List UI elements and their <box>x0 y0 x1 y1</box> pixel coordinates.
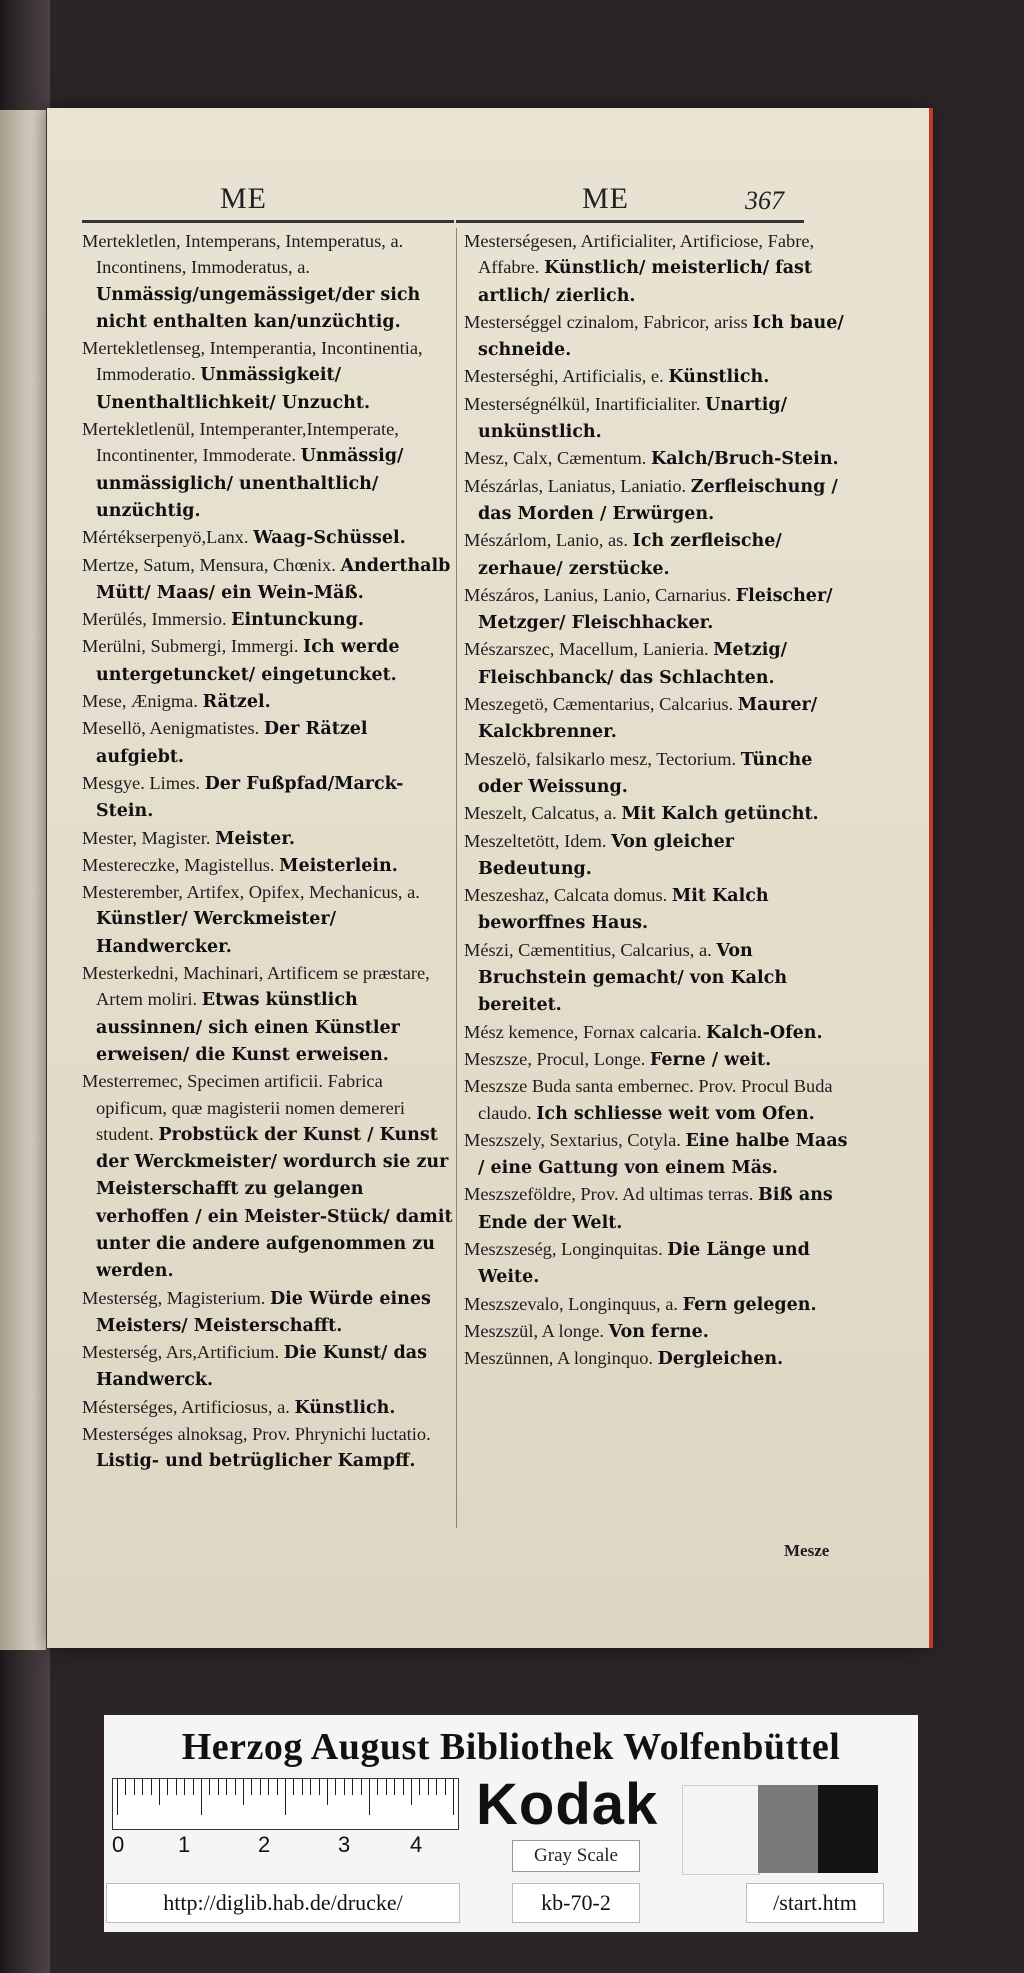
ruler-tick <box>243 1779 244 1805</box>
entry-german: Die Würde eines Meisters/ Meisterschafft. <box>96 1288 431 1336</box>
entry-german: Ich zerfleische/ zerhaue/ zerstücke. <box>478 531 782 579</box>
ruler-tick <box>327 1779 328 1805</box>
entry-german: Metzig/ Fleischbanck/ das Schlachten. <box>478 640 787 688</box>
ruler-tick <box>184 1779 185 1795</box>
ruler-tick <box>361 1779 362 1795</box>
ruler-number: 2 <box>258 1832 271 1857</box>
entry-latin: Mértékserpenyö,Lanx. <box>82 527 249 548</box>
dictionary-entry <box>82 335 454 416</box>
entry-german: Mit Kalch beworffnes Haus. <box>478 886 769 934</box>
entry-latin: Meszegetö, Cæmentarius, Calcarius. <box>464 694 734 715</box>
url-segment-1: http://diglib.hab.de/drucke/ <box>106 1883 460 1923</box>
entry-german: Ich schliesse weit vom Ofen. <box>536 1103 815 1124</box>
black-swatch <box>818 1785 878 1873</box>
ruler-tick <box>226 1779 227 1795</box>
entry-german: Meisterlein. <box>279 855 398 876</box>
ruler-tick <box>310 1779 311 1795</box>
entry-german: Von ferne. <box>608 1321 709 1342</box>
dictionary-entry <box>464 882 848 937</box>
dictionary-entry <box>82 1339 454 1394</box>
dictionary-entry <box>464 473 848 528</box>
ruler-tick <box>218 1779 219 1795</box>
dictionary-entry <box>464 1046 848 1073</box>
entry-german: Künstlich. <box>668 367 770 388</box>
running-head-left: ME <box>220 182 267 215</box>
entry-german: Kalch-Ofen. <box>706 1022 823 1043</box>
ruler-tick <box>235 1779 236 1795</box>
entry-german: Ich werde untergetuncket/ eingetuncket. <box>96 637 400 685</box>
entry-german: Künstler/ Werckmeister/ Handwercker. <box>96 909 337 957</box>
entry-latin: Mesterséghi, Artificialis, e. <box>464 366 664 387</box>
entry-latin: Meszelt, Calcatus, a. <box>464 803 617 824</box>
entry-latin: Mészi, Cæmentitius, Calcarius, a. <box>464 939 712 960</box>
entry-german: Dergleichen. <box>657 1349 784 1370</box>
dictionary-entry <box>82 1068 454 1284</box>
entry-latin: Mesterségesen, Artificialiter, Artificiose, Fabre, Affabre. <box>464 231 815 278</box>
column-divider <box>456 228 457 1528</box>
ruler-tick <box>445 1779 446 1795</box>
ruler-tick <box>344 1779 345 1795</box>
ruler-tick <box>436 1779 437 1795</box>
dictionary-entry <box>464 937 848 1019</box>
entry-german: Die Länge und Weite. <box>478 1239 810 1288</box>
running-head-right: ME <box>582 182 629 215</box>
entry-latin: Mertekletlenül, Intemperanter,Intemperate, Incontinenter, Immoderate. <box>82 419 399 466</box>
url-segment-3: /start.htm <box>746 1883 884 1923</box>
entry-latin: Merülni, Submergi, Immergi. <box>82 636 299 657</box>
entry-german: Maurer/ Kalckbrenner. <box>478 695 818 743</box>
entry-latin: Mészarszec, Macellum, Lanieria. <box>464 639 709 660</box>
entry-latin: Meszsze, Procul, Longe. <box>464 1048 646 1069</box>
gray-swatch <box>758 1785 818 1873</box>
entry-german: Waag-Schüssel. <box>253 528 406 549</box>
entry-german: Probstück der Kunst / Kunst der Werckmeister/ wordurch sie zur Meisterschafft zu gelangen verhoffen / ein Meister-Stück/ damit unter die andere aufgenommen zu werden. <box>96 1124 453 1282</box>
ruler-tick <box>453 1779 454 1815</box>
right-dictionary-column <box>464 228 848 1372</box>
ruler-tick <box>377 1779 378 1795</box>
dictionary-entry <box>464 445 848 472</box>
entry-latin: Mesz, Calx, Cæmentum. <box>464 448 647 469</box>
ruler-tick <box>335 1779 336 1795</box>
entry-german: Listig- und betrüglicher Kampff. <box>96 1451 416 1472</box>
measurement-ruler <box>112 1778 459 1830</box>
entry-latin: Mészárlom, Lanio, as. <box>464 530 628 551</box>
entry-german: Der Fußpfad/Marck-Stein. <box>96 773 404 822</box>
entry-latin: Mesterséggel czinalom, Fabricor, ariss <box>464 311 748 332</box>
entry-german: Unmässigkeit/ Unenthaltlichkeit/ Unzucht. <box>96 365 371 413</box>
entry-latin: Meszszeföldre, Prov. Ad ultimas terras. <box>464 1184 754 1205</box>
left-dictionary-column <box>82 228 454 1475</box>
dictionary-entry <box>82 228 454 335</box>
white-swatch <box>682 1785 760 1875</box>
dictionary-entry <box>464 391 848 446</box>
entry-latin: Mertze, Satum, Mensura, Chœnix. <box>82 554 336 575</box>
entry-latin: Meszeshaz, Calcata domus. <box>464 885 668 906</box>
library-target-card <box>104 1715 918 1932</box>
ruler-tick <box>411 1779 412 1805</box>
entry-latin: Meszelö, falsikarlo mesz, Tectorium. <box>464 748 737 769</box>
entry-german: Der Rätzel aufgiebt. <box>96 719 368 767</box>
ruler-tick <box>277 1779 278 1795</box>
dictionary-entry <box>464 527 848 582</box>
entry-latin: Meszszely, Sextarius, Cotyla. <box>464 1129 681 1150</box>
dictionary-entry <box>82 770 454 825</box>
ruler-tick <box>201 1779 202 1815</box>
ruler-tick <box>167 1779 168 1795</box>
entry-german: Etwas künstlich aussinnen/ sich einen Künstler erweisen/ die Kunst erweisen. <box>96 990 400 1065</box>
entry-latin: Mészárlas, Laniatus, Laniatio. <box>464 475 687 496</box>
entry-latin: Mese, Ænigma. <box>82 691 198 712</box>
dictionary-entry <box>82 960 454 1068</box>
entry-latin: Mészáros, Lanius, Lanio, Carnarius. <box>464 584 732 605</box>
dictionary-entry <box>82 852 454 879</box>
entry-german: Kalch/Bruch-Stein. <box>650 449 839 470</box>
ruler-tick <box>394 1779 395 1795</box>
ruler-tick <box>428 1779 429 1795</box>
entry-latin: Mesellö, Aenigmatistes. <box>82 718 260 739</box>
ruler-tick <box>260 1779 261 1795</box>
kodak-logo: Kodak <box>476 1772 659 1837</box>
ruler-tick <box>293 1779 294 1795</box>
dictionary-entry <box>82 715 454 770</box>
ruler-tick <box>193 1779 194 1795</box>
entry-latin: Mesterségnélkül, Inartificialiter. <box>464 393 701 414</box>
dictionary-entry <box>82 552 454 607</box>
entry-latin: Mesterember, Artifex, Opifex, Mechanicus, a. <box>82 882 420 903</box>
dictionary-entry <box>464 828 848 883</box>
ruler-tick <box>176 1779 177 1795</box>
ruler-tick <box>419 1779 420 1795</box>
ruler-tick <box>302 1779 303 1795</box>
entry-german: Tünche oder Weissung. <box>478 749 813 797</box>
entry-german: Mit Kalch getüncht. <box>621 804 819 825</box>
entry-latin: Meszünnen, A longinquo. <box>464 1348 654 1369</box>
ruler-tick <box>403 1779 404 1795</box>
dictionary-entry <box>82 416 454 524</box>
dictionary-entry <box>464 800 848 827</box>
dictionary-entry <box>464 1345 848 1372</box>
entry-german: Von gleicher Bedeutung. <box>478 831 734 879</box>
entry-latin: Mesgye. Limes. <box>82 772 200 793</box>
entry-latin: Meszszeség, Longinquitas. <box>464 1238 663 1259</box>
gray-scale-label: Gray Scale <box>512 1840 640 1872</box>
entry-german: Zerfleischung / das Morden / Erwürgen. <box>478 476 838 524</box>
entry-german: Künstlich/ meisterlich/ fast artlich/ zierlich. <box>478 258 812 306</box>
page-number: 367 <box>745 186 784 215</box>
ruler-number: 4 <box>410 1832 423 1857</box>
catchword: Mesze <box>784 1541 830 1560</box>
entry-german: Eine halbe Maas / eine Gattung von einem Mäs. <box>478 1130 848 1179</box>
ruler-tick <box>117 1779 118 1815</box>
ruler-tick <box>159 1779 160 1805</box>
entry-latin: Mesterséges alnoksag, Prov. Phrynichi luctatio. <box>82 1424 431 1445</box>
entry-latin: Meszszül, A longe. <box>464 1320 604 1341</box>
entry-german: Meister. <box>215 828 296 849</box>
dictionary-entry <box>464 1181 848 1236</box>
entry-german: Von Bruchstein gemacht/ von Kalch bereitet. <box>478 940 788 1016</box>
entry-latin: Mesterség, Ars,Artificium. <box>82 1342 280 1363</box>
dictionary-entry <box>82 524 454 551</box>
adjacent-page-edge <box>0 110 46 1650</box>
entry-latin: Mesterkedni, Machinari, Artificem se præstare, Artem moliri. <box>82 963 430 1010</box>
entry-german: Biß ans Ende der Welt. <box>478 1185 833 1233</box>
entry-german: Künstlich. <box>294 1397 396 1418</box>
entry-latin: Mester, Magister. <box>82 827 211 848</box>
entry-german: Ferne / weit. <box>649 1049 772 1070</box>
ruler-tick <box>142 1779 143 1795</box>
entry-latin: Mertekletlen, Intemperans, Intemperatus, a. Incontinens, Immoderatus, a. <box>82 231 404 278</box>
entry-latin: Mész kemence, Fornax calcaria. <box>464 1021 702 1042</box>
ruler-tick <box>386 1779 387 1795</box>
dictionary-entry <box>464 1073 848 1127</box>
url-segment-2: kb-70-2 <box>512 1883 640 1923</box>
dictionary-entry <box>464 691 848 746</box>
ruler-tick <box>125 1779 126 1795</box>
dictionary-entry <box>82 825 454 852</box>
ruler-number: 1 <box>178 1832 191 1857</box>
ruler-tick <box>369 1779 370 1815</box>
dictionary-entry <box>464 746 848 801</box>
entry-german: Fern gelegen. <box>682 1294 817 1315</box>
ruler-number: 3 <box>338 1832 351 1857</box>
ruler-tick <box>209 1779 210 1795</box>
header-rule-left <box>82 220 454 223</box>
entry-latin: Meszszevalo, Longinquus, a. <box>464 1293 678 1314</box>
dictionary-entry <box>82 1394 454 1421</box>
entry-german: Unartig/ unkünstlich. <box>478 394 787 443</box>
entry-german: Ich baue/ schneide. <box>478 312 844 361</box>
dictionary-entry <box>464 636 848 691</box>
dictionary-entry <box>464 228 848 309</box>
dictionary-entry <box>464 1127 848 1182</box>
entry-german: Eintunckung. <box>231 610 364 631</box>
ruler-tick <box>134 1779 135 1795</box>
entry-latin: Meszsze Buda santa embernec. Prov. Procul Buda claudo. <box>464 1076 833 1123</box>
ruler-tick <box>285 1779 286 1815</box>
entry-latin: Mertekletlenseg, Intemperantia, Incontinentia, Immoderatio. <box>82 338 423 385</box>
entry-german: Die Kunst/ das Handwerck. <box>96 1343 427 1391</box>
entry-latin: Mesterség, Magisterium. <box>82 1287 266 1308</box>
entry-german: Anderthalb Mütt/ Maas/ ein Wein-Mäß. <box>96 555 451 603</box>
dictionary-entry <box>82 633 454 688</box>
entry-latin: Meszeltetött, Idem. <box>464 830 607 851</box>
entry-latin: Merülés, Immersio. <box>82 609 227 630</box>
ruler-tick <box>151 1779 152 1795</box>
entry-latin: Mesterremec, Specimen artificii. Fabrica opificum, quæ magisterii nomen demereri student. <box>82 1071 405 1144</box>
ruler-tick <box>319 1779 320 1795</box>
dictionary-entry <box>464 1236 848 1291</box>
dictionary-entry <box>464 1019 848 1046</box>
header-rule-right <box>456 220 804 223</box>
entry-german: Fleischer/ Metzger/ Fleischhacker. <box>478 585 833 634</box>
entry-latin: Mestereczke, Magistellus. <box>82 854 275 875</box>
entry-german: Unmässig/ unmässiglich/ unenthaltlich/ unzüchtig. <box>96 446 404 521</box>
dictionary-entry <box>464 309 848 364</box>
entry-german: Unmässig/ungemässiget/der sich nicht enthalten kan/unzüchtig. <box>96 284 421 332</box>
ruler-tick <box>352 1779 353 1795</box>
dictionary-entry <box>464 1291 848 1318</box>
dictionary-entry <box>464 582 848 637</box>
dictionary-entry <box>82 1285 454 1340</box>
dictionary-entry <box>82 879 454 960</box>
dictionary-entry <box>82 606 454 633</box>
dictionary-entry <box>464 363 848 390</box>
ruler-tick <box>268 1779 269 1795</box>
library-title: Herzog August Bibliothek Wolfenbüttel <box>181 1726 841 1768</box>
entry-latin: Mésterséges, Artificiosus, a. <box>82 1396 290 1417</box>
dictionary-entry <box>82 688 454 715</box>
dictionary-entry <box>464 1318 848 1345</box>
ruler-tick <box>251 1779 252 1795</box>
dictionary-entry <box>82 1421 454 1475</box>
entry-german: Rätzel. <box>202 692 271 713</box>
ruler-number: 0 <box>112 1832 125 1857</box>
